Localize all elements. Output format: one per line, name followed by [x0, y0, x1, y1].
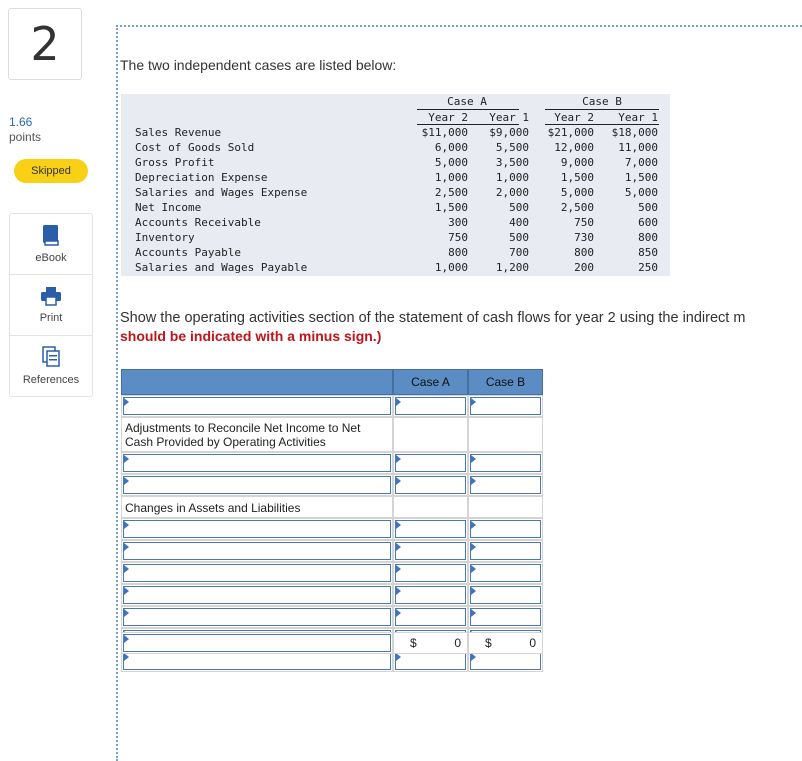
case-b-amount-input[interactable] — [470, 586, 541, 604]
case-b-amount-input[interactable] — [470, 608, 541, 626]
data-row — [121, 245, 670, 260]
currency-symbol: $ — [410, 636, 417, 650]
data-row-value: 11,000 — [618, 141, 658, 154]
line-item-input[interactable] — [123, 564, 391, 582]
instruction-emphasis: should be indicated with a minus sign.) — [120, 328, 382, 344]
case-b-amount-input[interactable] — [470, 397, 541, 415]
case-a-amount-input[interactable] — [395, 397, 466, 415]
data-row-label: Sales Revenue — [135, 126, 222, 139]
data-row-label: Cost of Goods Sold — [135, 141, 255, 154]
instruction-text: Show the operating activities section of the statement of cash flows for year 2 using the indirect m — [120, 310, 746, 326]
ebook-label: eBook — [35, 252, 67, 264]
line-item-input[interactable] — [123, 454, 391, 472]
data-row — [121, 230, 670, 245]
question-number: 2 — [8, 8, 82, 80]
adjustments-label-cell — [121, 417, 393, 452]
print-label: Print — [39, 312, 63, 324]
data-row-value: 1,200 — [495, 261, 529, 274]
case-a-amount-input[interactable] — [395, 476, 466, 494]
total-case-b: 0 — [529, 636, 536, 650]
line-item-input[interactable] — [123, 520, 391, 538]
case-b-header: Case B — [582, 95, 622, 108]
data-row — [121, 155, 670, 170]
line-item-input[interactable] — [123, 608, 391, 626]
book-icon — [41, 224, 61, 246]
data-row-value: 600 — [638, 216, 658, 229]
data-row-value: 5,000 — [560, 186, 594, 199]
data-row-value: 800 — [638, 231, 658, 244]
case-a-amount-input[interactable] — [395, 564, 466, 582]
data-row-value: 500 — [509, 231, 529, 244]
print-button[interactable] — [10, 275, 92, 336]
data-row-value: 12,000 — [554, 141, 594, 154]
empty-cell — [468, 496, 543, 518]
line-item-input[interactable] — [123, 397, 391, 415]
grid-header-case-a: Case A — [393, 369, 468, 395]
question-frame-left — [116, 25, 118, 761]
case-b-amount-input[interactable] — [470, 520, 541, 538]
data-row — [121, 215, 670, 230]
empty-cell — [393, 496, 468, 518]
data-row — [121, 125, 670, 140]
case-a-amount-input[interactable] — [395, 652, 466, 670]
data-row-value: 500 — [638, 201, 658, 214]
data-row-label: Salaries and Wages Expense — [135, 186, 308, 199]
data-row-label: Salaries and Wages Payable — [135, 261, 308, 274]
changes-label-cell — [121, 496, 393, 518]
total-case-a: 0 — [454, 636, 461, 650]
data-row-value: 800 — [448, 246, 468, 259]
data-row-value: 400 — [509, 216, 529, 229]
references-button[interactable] — [10, 336, 92, 396]
data-row-label: Accounts Receivable — [135, 216, 261, 229]
data-row-value: 1,500 — [434, 201, 468, 214]
printer-icon — [40, 286, 62, 306]
line-item-input[interactable] — [123, 542, 391, 560]
data-row-value: 3,500 — [495, 156, 529, 169]
data-row-value: 2,500 — [434, 186, 468, 199]
data-row-value: 5,000 — [434, 156, 468, 169]
data-row-value: $18,000 — [611, 126, 658, 139]
data-row — [121, 170, 670, 185]
data-row-value: 730 — [574, 231, 594, 244]
data-row — [121, 260, 670, 275]
case-b-amount-input[interactable] — [470, 542, 541, 560]
status-badge: Skipped — [14, 159, 88, 183]
data-row-value: $21,000 — [547, 126, 594, 139]
case-b-amount-input[interactable] — [470, 476, 541, 494]
intro-text: The two independent cases are listed below: — [120, 57, 397, 73]
line-item-input[interactable] — [123, 476, 391, 494]
data-row-value: 750 — [448, 231, 468, 244]
data-row-value: 800 — [574, 246, 594, 259]
data-row-label: Accounts Payable — [135, 246, 241, 259]
case-a-amount-input[interactable] — [395, 608, 466, 626]
data-row-value: 500 — [509, 201, 529, 214]
case-a-amount-input[interactable] — [395, 542, 466, 560]
case-a-header: Case A — [447, 95, 487, 108]
data-row-label: Net Income — [135, 201, 202, 214]
data-row-value: 1,000 — [434, 171, 468, 184]
total-cell-a — [393, 632, 468, 654]
empty-cell — [468, 417, 543, 452]
question-frame-top — [116, 25, 802, 27]
grid-header-label-col — [121, 369, 393, 395]
data-row-value: 5,000 — [624, 186, 658, 199]
case-b-amount-input[interactable] — [470, 652, 541, 670]
data-row-label: Inventory — [135, 231, 195, 244]
changes-label: Changes in Assets and Liabilities — [125, 501, 301, 515]
data-row-value: 200 — [574, 261, 594, 274]
case-a-amount-input[interactable] — [395, 586, 466, 604]
references-icon — [41, 346, 61, 368]
data-row-value: 6,000 — [434, 141, 468, 154]
data-row-value: 700 — [509, 246, 529, 259]
total-label-input[interactable] — [123, 634, 391, 652]
data-row-value: 250 — [638, 261, 658, 274]
data-row-value: 300 — [448, 216, 468, 229]
year-header-row: Year 2 Year 1 Year 2 Year 1 — [428, 111, 658, 124]
case-b-amount-input[interactable] — [470, 454, 541, 472]
data-row-value: 7,000 — [624, 156, 658, 169]
data-row-value: 2,000 — [495, 186, 529, 199]
data-row-value: $11,000 — [421, 126, 468, 139]
adjustments-label: Adjustments to Reconcile Net Income to Net Cash Provided by Operating Activities — [125, 421, 361, 449]
ebook-button[interactable] — [10, 214, 92, 275]
case-a-amount-input[interactable] — [395, 520, 466, 538]
total-cell-b — [468, 632, 543, 654]
line-item-input[interactable] — [123, 652, 391, 670]
data-row-value: 1,000 — [434, 261, 468, 274]
points-value: 1.66 — [9, 115, 33, 129]
points-label: points — [9, 130, 42, 144]
data-row — [121, 200, 670, 215]
data-row-value: 1,000 — [495, 171, 529, 184]
case-data-table — [121, 94, 670, 276]
grid-header-case-b: Case B — [468, 369, 543, 395]
case-b-amount-input[interactable] — [470, 564, 541, 582]
data-row — [121, 185, 670, 200]
references-label: References — [22, 374, 80, 386]
data-row — [121, 140, 670, 155]
data-row-value: 1,500 — [624, 171, 658, 184]
data-row-value: 850 — [638, 246, 658, 259]
currency-symbol: $ — [485, 636, 492, 650]
case-a-amount-input[interactable] — [395, 454, 466, 472]
empty-cell — [393, 417, 468, 452]
data-row-value: 5,500 — [495, 141, 529, 154]
data-row-value: $9,000 — [489, 126, 529, 139]
points-info — [9, 115, 41, 145]
data-row-label: Gross Profit — [135, 156, 215, 169]
data-row-value: 1,500 — [560, 171, 594, 184]
data-row-value: 2,500 — [560, 201, 594, 214]
data-row-value: 750 — [574, 216, 594, 229]
line-item-input[interactable] — [123, 586, 391, 604]
data-row-value: 9,000 — [560, 156, 594, 169]
data-row-label: Depreciation Expense — [135, 171, 268, 184]
tools-panel — [9, 213, 93, 397]
